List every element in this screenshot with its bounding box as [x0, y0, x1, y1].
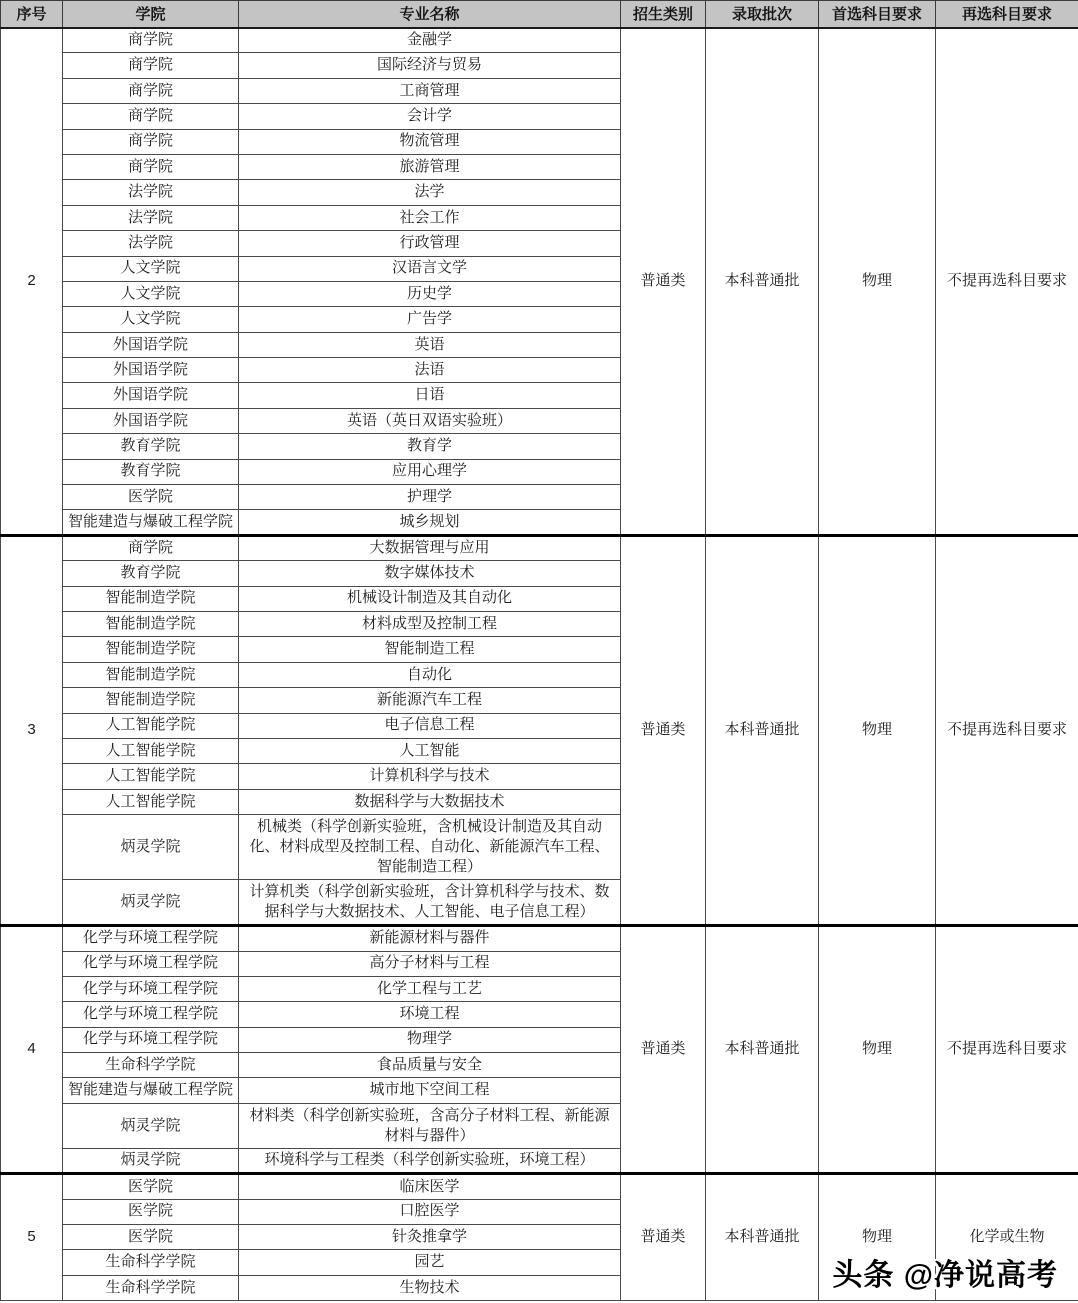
category-cell: 普通类 [621, 1174, 706, 1301]
college-cell: 化学与环境工程学院 [63, 926, 239, 951]
table-row [1, 28, 1078, 53]
second-subject-cell: 不提再选科目要求 [936, 535, 1078, 925]
major-cell: 临床医学 [239, 1174, 621, 1199]
second-subject-cell: 化学或生物 [936, 1174, 1078, 1301]
college-cell: 医学院 [63, 1225, 239, 1250]
table-row [1, 926, 1078, 951]
first-subject-cell: 物理 [819, 926, 936, 1174]
major-cell: 材料类（科学创新实验班，含高分子材料工程、新能源材料与器件） [239, 1103, 621, 1148]
college-cell: 炳灵学院 [63, 880, 239, 926]
college-cell: 医学院 [63, 485, 239, 510]
category-cell: 普通类 [621, 28, 706, 536]
college-cell: 生命科学学院 [63, 1275, 239, 1300]
major-cell: 历史学 [239, 281, 621, 306]
category-cell: 普通类 [621, 926, 706, 1174]
major-cell: 法学 [239, 180, 621, 205]
major-cell: 环境科学与工程类（科学创新实验班，环境工程） [239, 1148, 621, 1173]
first-subject-cell: 物理 [819, 1174, 936, 1301]
second-subject-cell: 不提再选科目要求 [936, 28, 1078, 536]
college-cell: 外国语学院 [63, 358, 239, 383]
table-row [1, 1174, 1078, 1199]
major-cell: 环境工程 [239, 1002, 621, 1027]
major-cell: 机械设计制造及其自动化 [239, 586, 621, 611]
seq-cell: 2 [1, 28, 63, 536]
college-cell: 智能建造与爆破工程学院 [63, 510, 239, 535]
table-row [1, 535, 1078, 560]
college-cell: 教育学院 [63, 561, 239, 586]
major-cell: 行政管理 [239, 231, 621, 256]
major-cell: 日语 [239, 383, 621, 408]
college-cell: 教育学院 [63, 434, 239, 459]
seq-cell: 5 [1, 1174, 63, 1301]
major-cell: 旅游管理 [239, 154, 621, 179]
seq-cell: 4 [1, 926, 63, 1174]
header-row [1, 1, 1078, 28]
college-cell: 人文学院 [63, 256, 239, 281]
college-cell: 智能建造与爆破工程学院 [63, 1078, 239, 1103]
major-cell: 食品质量与安全 [239, 1053, 621, 1078]
table-body [1, 28, 1078, 1301]
college-cell: 生命科学学院 [63, 1250, 239, 1275]
college-cell: 商学院 [63, 78, 239, 103]
college-cell: 生命科学学院 [63, 1053, 239, 1078]
major-cell: 材料成型及控制工程 [239, 611, 621, 636]
college-cell: 智能制造学院 [63, 688, 239, 713]
college-cell: 化学与环境工程学院 [63, 1002, 239, 1027]
college-cell: 智能制造学院 [63, 611, 239, 636]
major-cell: 会计学 [239, 104, 621, 129]
college-cell: 医学院 [63, 1199, 239, 1224]
column-header-first-subject: 首选科目要求 [819, 1, 936, 28]
column-header-batch: 录取批次 [706, 1, 819, 28]
major-cell: 汉语言文学 [239, 256, 621, 281]
college-cell: 教育学院 [63, 459, 239, 484]
major-cell: 社会工作 [239, 205, 621, 230]
major-cell: 智能制造工程 [239, 637, 621, 662]
college-cell: 商学院 [63, 104, 239, 129]
major-cell: 国际经济与贸易 [239, 53, 621, 78]
major-cell: 电子信息工程 [239, 713, 621, 738]
major-cell: 应用心理学 [239, 459, 621, 484]
college-cell: 化学与环境工程学院 [63, 951, 239, 976]
major-cell: 城市地下空间工程 [239, 1078, 621, 1103]
college-cell: 法学院 [63, 231, 239, 256]
college-cell: 炳灵学院 [63, 1103, 239, 1148]
college-cell: 外国语学院 [63, 408, 239, 433]
major-cell: 高分子材料与工程 [239, 951, 621, 976]
college-cell: 炳灵学院 [63, 815, 239, 880]
major-cell: 金融学 [239, 28, 621, 53]
major-cell: 计算机科学与技术 [239, 764, 621, 789]
column-header-college: 学院 [63, 1, 239, 28]
first-subject-cell: 物理 [819, 535, 936, 925]
major-cell: 园艺 [239, 1250, 621, 1275]
college-cell: 法学院 [63, 205, 239, 230]
college-cell: 外国语学院 [63, 332, 239, 357]
major-cell: 生物技术 [239, 1275, 621, 1300]
college-cell: 医学院 [63, 1174, 239, 1199]
column-header-major: 专业名称 [239, 1, 621, 28]
college-cell: 商学院 [63, 28, 239, 53]
college-cell: 商学院 [63, 53, 239, 78]
seq-cell: 3 [1, 535, 63, 925]
major-cell: 物理学 [239, 1027, 621, 1052]
college-cell: 法学院 [63, 180, 239, 205]
category-cell: 普通类 [621, 535, 706, 925]
college-cell: 化学与环境工程学院 [63, 1027, 239, 1052]
major-cell: 护理学 [239, 485, 621, 510]
college-cell: 商学院 [63, 129, 239, 154]
major-cell: 新能源汽车工程 [239, 688, 621, 713]
major-cell: 法语 [239, 358, 621, 383]
major-cell: 英语 [239, 332, 621, 357]
college-cell: 化学与环境工程学院 [63, 976, 239, 1001]
major-cell: 机械类（科学创新实验班，含机械设计制造及其自动化、材料成型及控制工程、自动化、新能源汽车工程、智能制造工程） [239, 815, 621, 880]
major-cell: 人工智能 [239, 738, 621, 763]
column-header-category: 招生类别 [621, 1, 706, 28]
college-cell: 人工智能学院 [63, 713, 239, 738]
college-cell: 人工智能学院 [63, 789, 239, 814]
batch-cell: 本科普通批 [706, 28, 819, 536]
college-cell: 炳灵学院 [63, 1148, 239, 1173]
batch-cell: 本科普通批 [706, 1174, 819, 1301]
college-cell: 智能制造学院 [63, 637, 239, 662]
college-cell: 人文学院 [63, 307, 239, 332]
college-cell: 智能制造学院 [63, 662, 239, 687]
college-cell: 商学院 [63, 154, 239, 179]
college-cell: 人工智能学院 [63, 738, 239, 763]
watermark: 头条 @净说高考 [832, 1259, 1058, 1292]
major-cell: 口腔医学 [239, 1199, 621, 1224]
major-cell: 自动化 [239, 662, 621, 687]
major-cell: 数字媒体技术 [239, 561, 621, 586]
major-cell: 物流管理 [239, 129, 621, 154]
column-header-seq: 序号 [1, 1, 63, 28]
college-cell: 外国语学院 [63, 383, 239, 408]
major-cell: 广告学 [239, 307, 621, 332]
major-cell: 大数据管理与应用 [239, 535, 621, 560]
batch-cell: 本科普通批 [706, 926, 819, 1174]
college-cell: 人工智能学院 [63, 764, 239, 789]
major-cell: 新能源材料与器件 [239, 926, 621, 951]
major-cell: 化学工程与工艺 [239, 976, 621, 1001]
major-cell: 教育学 [239, 434, 621, 459]
major-cell: 计算机类（科学创新实验班，含计算机科学与技术、数据科学与大数据技术、人工智能、电子信息工程） [239, 880, 621, 926]
major-cell: 城乡规划 [239, 510, 621, 535]
second-subject-cell: 不提再选科目要求 [936, 926, 1078, 1174]
college-cell: 人文学院 [63, 281, 239, 306]
table-header [1, 1, 1078, 28]
major-cell: 英语（英日双语实验班） [239, 408, 621, 433]
college-cell: 商学院 [63, 535, 239, 560]
college-cell: 智能制造学院 [63, 586, 239, 611]
major-cell: 针灸推拿学 [239, 1225, 621, 1250]
first-subject-cell: 物理 [819, 28, 936, 536]
major-cell: 数据科学与大数据技术 [239, 789, 621, 814]
batch-cell: 本科普通批 [706, 535, 819, 925]
column-header-second-subject: 再选科目要求 [936, 1, 1078, 28]
major-cell: 工商管理 [239, 78, 621, 103]
